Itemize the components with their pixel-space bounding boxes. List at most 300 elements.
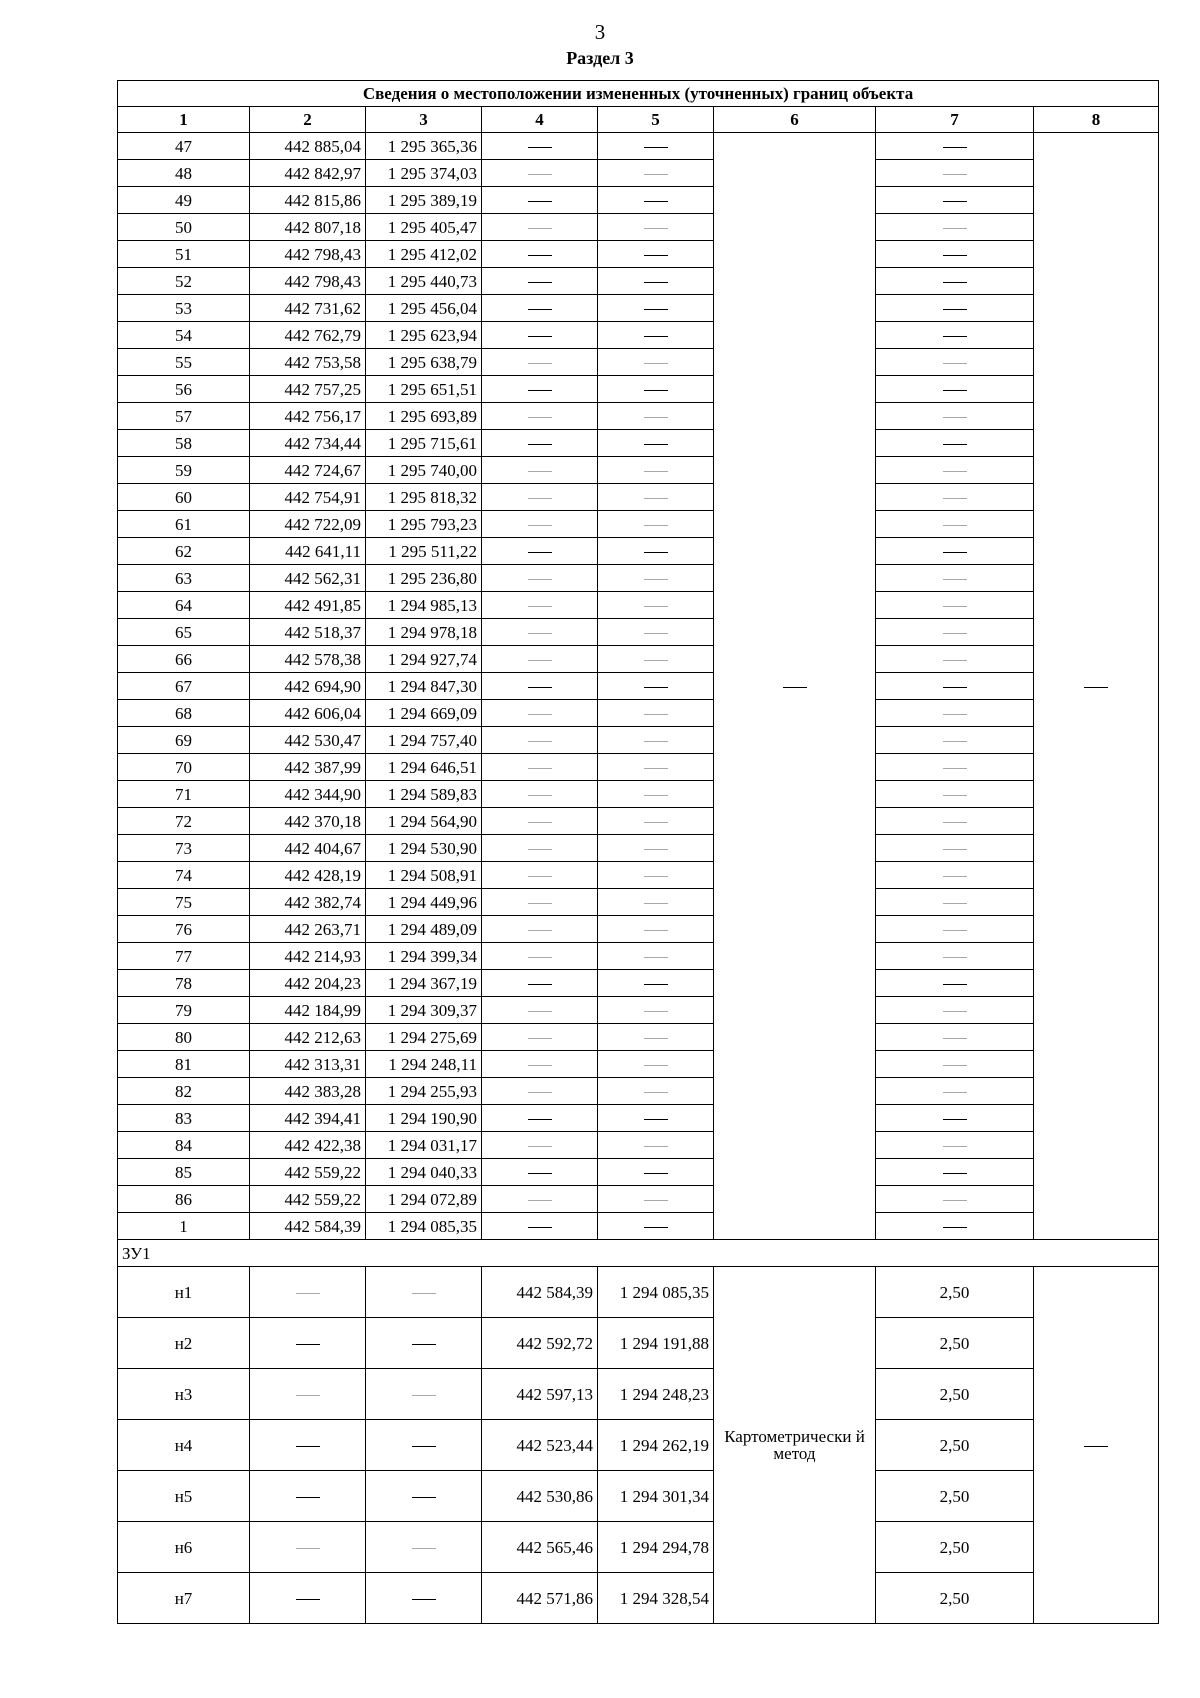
coord-y: 1 294 255,93 bbox=[366, 1078, 482, 1105]
accuracy-cell bbox=[876, 1024, 1034, 1051]
coord-x: 442 762,79 bbox=[250, 322, 366, 349]
new-coord-y bbox=[598, 1024, 714, 1051]
table-row bbox=[118, 592, 1159, 619]
new-coord-y bbox=[598, 1159, 714, 1186]
new-coord-y bbox=[598, 1132, 714, 1159]
point-number: 61 bbox=[118, 511, 250, 538]
dash-mark bbox=[412, 1599, 436, 1600]
point-number: 83 bbox=[118, 1105, 250, 1132]
accuracy-cell bbox=[876, 457, 1034, 484]
table-row bbox=[118, 700, 1159, 727]
coord-x: 442 584,39 bbox=[482, 1267, 598, 1318]
coord-y: 1 294 190,90 bbox=[366, 1105, 482, 1132]
new-coord-x bbox=[482, 1105, 598, 1132]
coord-y: 1 294 248,11 bbox=[366, 1051, 482, 1078]
dash-mark bbox=[943, 255, 967, 256]
table-row bbox=[118, 673, 1159, 700]
dash-mark bbox=[296, 1497, 320, 1498]
old-coord-x bbox=[250, 1522, 366, 1573]
coord-x: 442 491,85 bbox=[250, 592, 366, 619]
table-row bbox=[118, 295, 1159, 322]
table-row bbox=[118, 646, 1159, 673]
coord-y: 1 295 456,04 bbox=[366, 295, 482, 322]
dash-mark bbox=[943, 363, 967, 364]
dash-mark bbox=[644, 525, 668, 526]
coord-y: 1 294 191,88 bbox=[598, 1318, 714, 1369]
coord-y: 1 295 740,00 bbox=[366, 457, 482, 484]
coord-x: 442 530,47 bbox=[250, 727, 366, 754]
dash-mark bbox=[943, 795, 967, 796]
accuracy-cell: 2,50 bbox=[876, 1267, 1034, 1318]
old-coord-y bbox=[366, 1369, 482, 1420]
dash-mark bbox=[644, 282, 668, 283]
new-coord-y bbox=[598, 430, 714, 457]
point-number: 68 bbox=[118, 700, 250, 727]
dash-mark bbox=[644, 471, 668, 472]
new-coord-y bbox=[598, 538, 714, 565]
dash-mark bbox=[943, 1038, 967, 1039]
accuracy-cell bbox=[876, 1186, 1034, 1213]
point-number: н2 bbox=[118, 1318, 250, 1369]
new-coord-y bbox=[598, 646, 714, 673]
accuracy-cell bbox=[876, 214, 1034, 241]
accuracy-cell bbox=[876, 646, 1034, 673]
new-coord-x bbox=[482, 781, 598, 808]
coord-y: 1 295 651,51 bbox=[366, 376, 482, 403]
new-coord-y bbox=[598, 565, 714, 592]
description-cell bbox=[1034, 1267, 1159, 1624]
new-coord-y bbox=[598, 808, 714, 835]
table-row bbox=[118, 430, 1159, 457]
coord-y: 1 294 040,33 bbox=[366, 1159, 482, 1186]
coord-y: 1 294 927,74 bbox=[366, 646, 482, 673]
table-row bbox=[118, 1105, 1159, 1132]
dash-mark bbox=[943, 579, 967, 580]
point-number: 62 bbox=[118, 538, 250, 565]
coord-y: 1 294 301,34 bbox=[598, 1471, 714, 1522]
dash-mark bbox=[644, 498, 668, 499]
coord-x: 442 370,18 bbox=[250, 808, 366, 835]
coord-y: 1 294 072,89 bbox=[366, 1186, 482, 1213]
new-coord-x bbox=[482, 673, 598, 700]
coord-y: 1 294 985,13 bbox=[366, 592, 482, 619]
table-row bbox=[118, 808, 1159, 835]
table-row bbox=[118, 997, 1159, 1024]
coord-x: 442 263,71 bbox=[250, 916, 366, 943]
coord-y: 1 294 294,78 bbox=[598, 1522, 714, 1573]
dash-mark bbox=[943, 1011, 967, 1012]
old-coord-y bbox=[366, 1318, 482, 1369]
dash-mark bbox=[644, 1011, 668, 1012]
point-number: 60 bbox=[118, 484, 250, 511]
old-coord-y bbox=[366, 1522, 482, 1573]
point-number: 76 bbox=[118, 916, 250, 943]
new-coord-x bbox=[482, 1186, 598, 1213]
dash-mark bbox=[644, 444, 668, 445]
coord-x: 442 592,72 bbox=[482, 1318, 598, 1369]
point-number: 50 bbox=[118, 214, 250, 241]
new-coord-x bbox=[482, 484, 598, 511]
new-coord-y bbox=[598, 673, 714, 700]
dash-mark bbox=[528, 714, 552, 715]
point-number: 71 bbox=[118, 781, 250, 808]
new-coord-x bbox=[482, 1159, 598, 1186]
coord-x: 442 798,43 bbox=[250, 241, 366, 268]
dash-mark bbox=[644, 201, 668, 202]
dash-mark bbox=[528, 903, 552, 904]
new-coord-y bbox=[598, 916, 714, 943]
coord-x: 442 885,04 bbox=[250, 133, 366, 160]
old-coord-x bbox=[250, 1318, 366, 1369]
accuracy-cell: 2,50 bbox=[876, 1318, 1034, 1369]
column-header: 6 bbox=[714, 107, 876, 133]
dash-mark bbox=[943, 930, 967, 931]
accuracy-cell bbox=[876, 970, 1034, 997]
table-row bbox=[118, 1024, 1159, 1051]
coord-y: 1 294 085,35 bbox=[598, 1267, 714, 1318]
table-row bbox=[118, 538, 1159, 565]
dash-mark bbox=[644, 741, 668, 742]
coord-x: 442 597,13 bbox=[482, 1369, 598, 1420]
coord-x: 442 565,46 bbox=[482, 1522, 598, 1573]
coord-y: 1 294 248,23 bbox=[598, 1369, 714, 1420]
table-row bbox=[118, 1573, 1159, 1624]
coord-y: 1 294 085,35 bbox=[366, 1213, 482, 1240]
dash-mark bbox=[644, 147, 668, 148]
section-label: ЗУ1 bbox=[118, 1240, 1159, 1267]
new-coord-y bbox=[598, 943, 714, 970]
new-coord-y bbox=[598, 268, 714, 295]
new-coord-x bbox=[482, 295, 598, 322]
coord-y: 1 294 847,30 bbox=[366, 673, 482, 700]
dash-mark bbox=[1084, 687, 1108, 688]
coord-x: 442 606,04 bbox=[250, 700, 366, 727]
coord-x: 442 383,28 bbox=[250, 1078, 366, 1105]
dash-mark bbox=[528, 1065, 552, 1066]
dash-mark bbox=[943, 849, 967, 850]
dash-mark bbox=[644, 687, 668, 688]
dash-mark bbox=[644, 1200, 668, 1201]
column-header: 4 bbox=[482, 107, 598, 133]
coord-x: 442 562,31 bbox=[250, 565, 366, 592]
new-coord-y bbox=[598, 187, 714, 214]
table-row bbox=[118, 403, 1159, 430]
accuracy-cell bbox=[876, 187, 1034, 214]
point-number: 81 bbox=[118, 1051, 250, 1078]
dash-mark bbox=[528, 552, 552, 553]
dash-mark bbox=[943, 552, 967, 553]
new-coord-y bbox=[598, 835, 714, 862]
dash-mark bbox=[296, 1599, 320, 1600]
table-row bbox=[118, 1051, 1159, 1078]
point-number: 59 bbox=[118, 457, 250, 484]
dash-mark bbox=[528, 228, 552, 229]
dash-mark bbox=[644, 822, 668, 823]
accuracy-cell: 2,50 bbox=[876, 1471, 1034, 1522]
table-row bbox=[118, 1522, 1159, 1573]
coord-y: 1 295 405,47 bbox=[366, 214, 482, 241]
coord-y: 1 295 818,32 bbox=[366, 484, 482, 511]
dash-mark bbox=[528, 1227, 552, 1228]
dash-mark bbox=[644, 849, 668, 850]
table-row bbox=[118, 754, 1159, 781]
dash-mark bbox=[296, 1344, 320, 1345]
dash-mark bbox=[943, 903, 967, 904]
new-coord-y bbox=[598, 511, 714, 538]
dash-mark bbox=[943, 1119, 967, 1120]
coord-x: 442 584,39 bbox=[250, 1213, 366, 1240]
dash-mark bbox=[644, 309, 668, 310]
new-coord-x bbox=[482, 727, 598, 754]
coord-x: 442 798,43 bbox=[250, 268, 366, 295]
new-coord-y bbox=[598, 862, 714, 889]
dash-mark bbox=[943, 957, 967, 958]
dash-mark bbox=[943, 660, 967, 661]
accuracy-cell: 2,50 bbox=[876, 1522, 1034, 1573]
dash-mark bbox=[644, 1065, 668, 1066]
dash-mark bbox=[943, 633, 967, 634]
table-row bbox=[118, 376, 1159, 403]
coord-y: 1 294 564,90 bbox=[366, 808, 482, 835]
table-row bbox=[118, 160, 1159, 187]
dash-mark bbox=[644, 174, 668, 175]
new-coord-x bbox=[482, 268, 598, 295]
section-title: Раздел 3 bbox=[566, 48, 634, 68]
coord-x: 442 756,17 bbox=[250, 403, 366, 430]
dash-mark bbox=[528, 687, 552, 688]
dash-mark bbox=[943, 876, 967, 877]
accuracy-cell bbox=[876, 997, 1034, 1024]
table-row bbox=[118, 1078, 1159, 1105]
point-number: 52 bbox=[118, 268, 250, 295]
dash-mark bbox=[528, 795, 552, 796]
accuracy-cell bbox=[876, 781, 1034, 808]
boundary-table bbox=[117, 80, 1159, 1624]
accuracy-cell bbox=[876, 1213, 1034, 1240]
dash-mark bbox=[412, 1497, 436, 1498]
coord-y: 1 295 623,94 bbox=[366, 322, 482, 349]
dash-mark bbox=[943, 471, 967, 472]
table-row bbox=[118, 457, 1159, 484]
point-number: 74 bbox=[118, 862, 250, 889]
dash-mark bbox=[528, 957, 552, 958]
table-row bbox=[118, 970, 1159, 997]
accuracy-cell bbox=[876, 511, 1034, 538]
coord-y: 1 294 978,18 bbox=[366, 619, 482, 646]
point-number: 73 bbox=[118, 835, 250, 862]
dash-mark bbox=[943, 309, 967, 310]
table-row bbox=[118, 187, 1159, 214]
point-number: 79 bbox=[118, 997, 250, 1024]
new-coord-y bbox=[598, 700, 714, 727]
new-coord-y bbox=[598, 322, 714, 349]
accuracy-cell bbox=[876, 754, 1034, 781]
dash-mark bbox=[528, 201, 552, 202]
dash-mark bbox=[644, 363, 668, 364]
dash-mark bbox=[783, 687, 807, 688]
point-number: 84 bbox=[118, 1132, 250, 1159]
coord-y: 1 294 031,17 bbox=[366, 1132, 482, 1159]
accuracy-cell bbox=[876, 1132, 1034, 1159]
table-row bbox=[118, 133, 1159, 160]
table-row bbox=[118, 349, 1159, 376]
coord-x: 442 731,62 bbox=[250, 295, 366, 322]
dash-mark bbox=[943, 282, 967, 283]
coord-y: 1 294 589,83 bbox=[366, 781, 482, 808]
new-coord-x bbox=[482, 862, 598, 889]
coord-x: 442 578,38 bbox=[250, 646, 366, 673]
dash-mark bbox=[644, 795, 668, 796]
new-coord-y bbox=[598, 1078, 714, 1105]
coord-x: 442 313,31 bbox=[250, 1051, 366, 1078]
new-coord-x bbox=[482, 889, 598, 916]
accuracy-cell bbox=[876, 592, 1034, 619]
dash-mark bbox=[943, 498, 967, 499]
point-number: 85 bbox=[118, 1159, 250, 1186]
coord-x: 442 815,86 bbox=[250, 187, 366, 214]
dash-mark bbox=[644, 606, 668, 607]
new-coord-x bbox=[482, 403, 598, 430]
coord-x: 442 842,97 bbox=[250, 160, 366, 187]
accuracy-cell bbox=[876, 133, 1034, 160]
dash-mark bbox=[943, 390, 967, 391]
new-coord-x bbox=[482, 592, 598, 619]
old-coord-x bbox=[250, 1573, 366, 1624]
accuracy-cell bbox=[876, 241, 1034, 268]
coord-x: 442 559,22 bbox=[250, 1159, 366, 1186]
coord-x: 442 204,23 bbox=[250, 970, 366, 997]
dash-mark bbox=[943, 1227, 967, 1228]
dash-mark bbox=[528, 876, 552, 877]
point-number: н7 bbox=[118, 1573, 250, 1624]
dash-mark bbox=[528, 363, 552, 364]
new-coord-x bbox=[482, 970, 598, 997]
coord-y: 1 295 365,36 bbox=[366, 133, 482, 160]
table-row bbox=[118, 1132, 1159, 1159]
dash-mark bbox=[644, 255, 668, 256]
new-coord-y bbox=[598, 349, 714, 376]
method-cell: Картометрически й метод bbox=[714, 1267, 876, 1624]
coord-x: 442 382,74 bbox=[250, 889, 366, 916]
dash-mark bbox=[528, 1119, 552, 1120]
new-coord-y bbox=[598, 403, 714, 430]
new-coord-x bbox=[482, 619, 598, 646]
old-coord-y bbox=[366, 1267, 482, 1318]
dash-mark bbox=[528, 444, 552, 445]
point-number: н6 bbox=[118, 1522, 250, 1573]
accuracy-cell bbox=[876, 727, 1034, 754]
new-coord-y bbox=[598, 1186, 714, 1213]
point-number: н5 bbox=[118, 1471, 250, 1522]
point-number: 70 bbox=[118, 754, 250, 781]
point-number: 86 bbox=[118, 1186, 250, 1213]
point-number: 53 bbox=[118, 295, 250, 322]
point-number: н1 bbox=[118, 1267, 250, 1318]
dash-mark bbox=[412, 1446, 436, 1447]
dash-mark bbox=[644, 1146, 668, 1147]
dash-mark bbox=[943, 984, 967, 985]
new-coord-x bbox=[482, 160, 598, 187]
dash-mark bbox=[943, 444, 967, 445]
table-row bbox=[118, 889, 1159, 916]
point-number: 51 bbox=[118, 241, 250, 268]
dash-mark bbox=[528, 660, 552, 661]
dash-mark bbox=[943, 1200, 967, 1201]
dash-mark bbox=[528, 1092, 552, 1093]
section-row bbox=[118, 1240, 1159, 1267]
accuracy-cell bbox=[876, 808, 1034, 835]
coord-x: 442 757,25 bbox=[250, 376, 366, 403]
new-coord-y bbox=[598, 997, 714, 1024]
new-coord-y bbox=[598, 592, 714, 619]
dash-mark bbox=[943, 174, 967, 175]
dash-mark bbox=[528, 390, 552, 391]
column-header: 2 bbox=[250, 107, 366, 133]
new-coord-y bbox=[598, 376, 714, 403]
point-number: 82 bbox=[118, 1078, 250, 1105]
dash-mark bbox=[528, 282, 552, 283]
new-coord-x bbox=[482, 646, 598, 673]
dash-mark bbox=[943, 687, 967, 688]
coord-x: 442 734,44 bbox=[250, 430, 366, 457]
dash-mark bbox=[412, 1548, 436, 1549]
table-row bbox=[118, 214, 1159, 241]
new-coord-y bbox=[598, 889, 714, 916]
coord-y: 1 295 638,79 bbox=[366, 349, 482, 376]
point-number: 75 bbox=[118, 889, 250, 916]
coord-y: 1 294 489,09 bbox=[366, 916, 482, 943]
point-number: 64 bbox=[118, 592, 250, 619]
point-number: 72 bbox=[118, 808, 250, 835]
coord-y: 1 295 693,89 bbox=[366, 403, 482, 430]
point-number: 69 bbox=[118, 727, 250, 754]
table-row bbox=[118, 835, 1159, 862]
accuracy-cell bbox=[876, 700, 1034, 727]
new-coord-x bbox=[482, 376, 598, 403]
dash-mark bbox=[296, 1395, 320, 1396]
new-coord-y bbox=[598, 133, 714, 160]
dash-mark bbox=[943, 822, 967, 823]
coord-y: 1 294 669,09 bbox=[366, 700, 482, 727]
old-coord-y bbox=[366, 1471, 482, 1522]
column-header: 7 bbox=[876, 107, 1034, 133]
coord-y: 1 294 309,37 bbox=[366, 997, 482, 1024]
new-coord-x bbox=[482, 565, 598, 592]
dash-mark bbox=[528, 633, 552, 634]
table-row bbox=[118, 1318, 1159, 1369]
coord-x: 442 428,19 bbox=[250, 862, 366, 889]
point-number: 77 bbox=[118, 943, 250, 970]
coord-y: 1 294 262,19 bbox=[598, 1420, 714, 1471]
dash-mark bbox=[943, 768, 967, 769]
coord-x: 442 212,63 bbox=[250, 1024, 366, 1051]
dash-mark bbox=[644, 1173, 668, 1174]
accuracy-cell bbox=[876, 376, 1034, 403]
coord-y: 1 294 508,91 bbox=[366, 862, 482, 889]
new-coord-x bbox=[482, 457, 598, 484]
point-number: н4 bbox=[118, 1420, 250, 1471]
point-number: 1 bbox=[118, 1213, 250, 1240]
new-coord-y bbox=[598, 1105, 714, 1132]
dash-mark bbox=[528, 741, 552, 742]
coord-y: 1 294 367,19 bbox=[366, 970, 482, 997]
coord-x: 442 807,18 bbox=[250, 214, 366, 241]
new-coord-x bbox=[482, 1051, 598, 1078]
point-number: 49 bbox=[118, 187, 250, 214]
point-number: 56 bbox=[118, 376, 250, 403]
accuracy-cell bbox=[876, 322, 1034, 349]
dash-mark bbox=[644, 336, 668, 337]
